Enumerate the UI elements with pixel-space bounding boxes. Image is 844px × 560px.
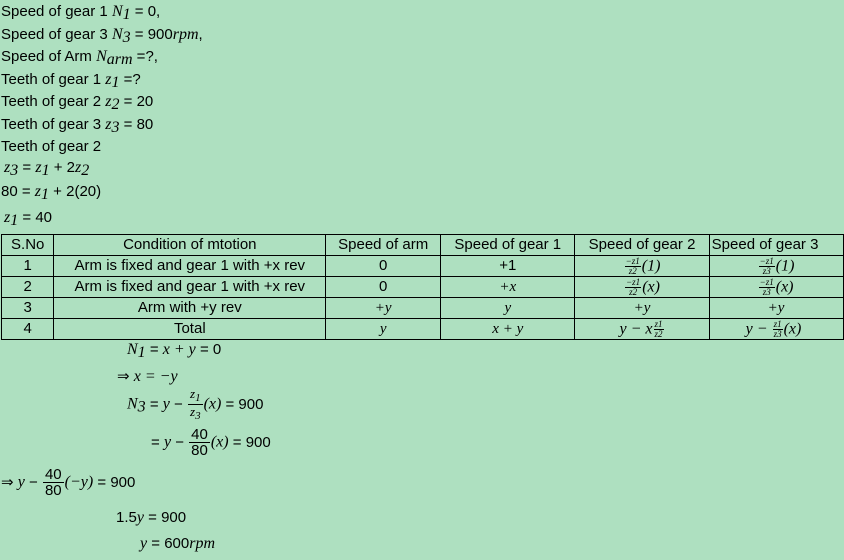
gear2-heading: Teeth of gear 2 bbox=[1, 138, 102, 155]
subscript: 1 bbox=[137, 344, 146, 361]
given-value: = 20 bbox=[119, 93, 154, 110]
symbol: N bbox=[111, 3, 123, 20]
fraction-denominator: z2 bbox=[628, 265, 637, 276]
fraction-numerator: z1 bbox=[773, 318, 782, 329]
lhs: 80 = bbox=[1, 183, 35, 200]
subscript: 3 bbox=[10, 162, 19, 179]
subscript: 2 bbox=[81, 162, 90, 179]
header-condition: Condition of mtotion bbox=[54, 235, 326, 256]
symbol: N bbox=[96, 48, 107, 65]
multiplier: (−y) bbox=[64, 473, 94, 491]
subscript: 1 bbox=[122, 6, 131, 23]
cell-gear3: +y bbox=[709, 298, 843, 319]
given-value: = 900 bbox=[130, 26, 173, 43]
value: = 40 bbox=[18, 209, 53, 226]
symbol: z bbox=[105, 71, 112, 88]
cell-condition: Total bbox=[54, 319, 326, 340]
cell-arm: +y bbox=[326, 298, 441, 319]
table-row bbox=[2, 256, 844, 277]
implies-arrow: ⇒ bbox=[117, 368, 134, 385]
symbol: z bbox=[34, 183, 42, 200]
tabular-method-table bbox=[1, 234, 844, 340]
table-row bbox=[2, 277, 844, 298]
cell-condition: Arm is fixed and gear 1 with +x rev bbox=[54, 277, 326, 298]
given-label: Speed of Arm bbox=[1, 48, 92, 65]
given-label: Teeth of gear 3 bbox=[1, 116, 102, 133]
given-label: Teeth of gear 1 bbox=[1, 71, 102, 88]
symbol: z bbox=[190, 386, 196, 401]
table-header-row bbox=[2, 235, 844, 256]
table-row bbox=[2, 298, 844, 319]
given-n3 bbox=[1, 26, 203, 47]
solution-step-2 bbox=[117, 367, 178, 386]
subscript: arm bbox=[106, 51, 133, 68]
fraction-numerator: 40 bbox=[191, 426, 208, 443]
cell-gear1: +x bbox=[441, 277, 575, 298]
multiplier: (1) bbox=[641, 256, 661, 274]
operator: − bbox=[171, 434, 189, 451]
subscript: 1 bbox=[41, 186, 50, 203]
cell-gear3 bbox=[709, 256, 843, 277]
fraction-denominator bbox=[188, 404, 203, 422]
operator: + 2 bbox=[49, 159, 76, 176]
expression: x = −y bbox=[133, 368, 178, 385]
cell-gear3 bbox=[709, 277, 843, 298]
expression: x + y bbox=[162, 341, 196, 358]
fraction-denominator: 80 bbox=[44, 482, 62, 499]
multiplier: (1) bbox=[775, 256, 795, 274]
header-gear1: Speed of gear 1 bbox=[441, 235, 575, 256]
fraction-denominator: z2 bbox=[654, 328, 663, 339]
given-value: =? bbox=[119, 71, 141, 88]
operator: = bbox=[145, 396, 163, 413]
fraction-denominator: z3 bbox=[773, 328, 782, 339]
header-sno: S.No bbox=[2, 235, 54, 256]
symbol: y bbox=[136, 509, 144, 526]
header-gear2: Speed of gear 2 bbox=[575, 235, 709, 256]
given-value: =?, bbox=[132, 48, 158, 65]
cell-gear3 bbox=[709, 319, 843, 340]
cell-condition: Arm is fixed and gear 1 with +x rev bbox=[54, 256, 326, 277]
operator: − bbox=[169, 396, 187, 413]
symbol: z bbox=[105, 116, 112, 133]
operator: = bbox=[145, 341, 163, 358]
operator: = bbox=[18, 159, 36, 176]
fraction-numerator: −z1 bbox=[759, 276, 774, 287]
cell-gear1: x + y bbox=[441, 319, 575, 340]
subscript: 3 bbox=[122, 29, 131, 46]
given-label: Teeth of gear 2 bbox=[1, 93, 102, 110]
symbol: N bbox=[127, 395, 138, 413]
multiplier: (x) bbox=[642, 277, 660, 295]
relation-line-2 bbox=[1, 183, 101, 204]
value: = 900 bbox=[93, 474, 136, 491]
given-narm bbox=[1, 48, 158, 69]
value: = 0 bbox=[195, 341, 222, 358]
fraction-denominator: 80 bbox=[191, 442, 208, 459]
symbol: y bbox=[163, 433, 172, 451]
expression: y − x bbox=[619, 319, 653, 337]
solution-step-4 bbox=[151, 427, 271, 458]
symbol: y bbox=[162, 395, 170, 413]
relation-line-1 bbox=[4, 159, 89, 180]
operator: − bbox=[24, 474, 42, 491]
solution-step-7 bbox=[140, 535, 215, 553]
implies-arrow: ⇒ bbox=[1, 474, 18, 491]
value: = 900 bbox=[221, 396, 264, 413]
subscript: 3 bbox=[137, 398, 146, 416]
fraction-numerator: −z1 bbox=[759, 255, 774, 266]
cell-sno: 1 bbox=[2, 256, 54, 277]
unit: rpm bbox=[189, 535, 216, 552]
fraction-denominator: z3 bbox=[762, 265, 771, 276]
cell-sno: 2 bbox=[2, 277, 54, 298]
subscript: 1 bbox=[41, 162, 50, 179]
operator: = bbox=[151, 434, 164, 451]
cell-gear2 bbox=[575, 256, 709, 277]
subscript: 3 bbox=[111, 119, 120, 136]
subscript: 2 bbox=[111, 96, 120, 113]
symbol: z bbox=[190, 404, 196, 419]
given-z3 bbox=[1, 116, 153, 137]
header-arm: Speed of arm bbox=[326, 235, 441, 256]
cell-gear2: +y bbox=[575, 298, 709, 319]
cell-gear2 bbox=[575, 277, 709, 298]
fraction-numerator: z1 bbox=[654, 318, 663, 329]
fraction-numerator: 40 bbox=[44, 466, 62, 483]
given-label: Speed of gear 3 bbox=[1, 26, 108, 43]
value: = 900 bbox=[228, 434, 271, 451]
symbol: z bbox=[105, 93, 112, 110]
solution-step-6 bbox=[116, 509, 186, 527]
value: = 600 bbox=[147, 535, 190, 552]
solution-step-5 bbox=[1, 467, 135, 498]
given-label: Speed of gear 1 bbox=[1, 3, 108, 20]
multiplier: (x) bbox=[203, 395, 222, 413]
symbol: y bbox=[140, 535, 148, 552]
symbol: z bbox=[35, 159, 42, 176]
subscript: 1 bbox=[10, 212, 19, 229]
cell-gear1: +1 bbox=[441, 256, 575, 277]
symbol: z bbox=[4, 159, 11, 176]
cell-gear1: y bbox=[441, 298, 575, 319]
given-z2 bbox=[1, 93, 153, 114]
multiplier: (x) bbox=[210, 433, 229, 451]
symbol: N bbox=[127, 341, 138, 358]
subscript: 3 bbox=[195, 410, 201, 422]
cell-condition: Arm with +y rev bbox=[54, 298, 326, 319]
fraction-denominator: z2 bbox=[629, 286, 638, 297]
cell-arm: 0 bbox=[326, 277, 441, 298]
given-value: = 0, bbox=[130, 3, 161, 20]
fraction-numerator: −z1 bbox=[626, 276, 641, 287]
subscript: 1 bbox=[195, 392, 201, 404]
cell-arm: y bbox=[326, 319, 441, 340]
given-z1 bbox=[1, 71, 141, 92]
symbol: z bbox=[4, 209, 11, 226]
given-n1 bbox=[1, 3, 160, 24]
symbol: z bbox=[75, 159, 82, 176]
expression: y − bbox=[745, 319, 772, 337]
multiplier: (x) bbox=[783, 319, 802, 337]
cell-arm: 0 bbox=[326, 256, 441, 277]
solution-step-1 bbox=[127, 341, 221, 362]
header-gear3: Speed of gear 3 bbox=[709, 235, 843, 256]
relation-line-3 bbox=[4, 209, 52, 230]
fraction-numerator: −z1 bbox=[625, 255, 640, 266]
cell-gear2 bbox=[575, 319, 709, 340]
table-row bbox=[2, 319, 844, 340]
value: = 900 bbox=[143, 509, 187, 526]
punct: , bbox=[198, 26, 203, 43]
multiplier: (x) bbox=[775, 277, 794, 295]
rhs: + 2(20) bbox=[49, 183, 102, 200]
solution-step-3 bbox=[127, 387, 263, 422]
fraction-numerator bbox=[188, 387, 203, 404]
unit: rpm bbox=[172, 26, 199, 43]
cell-sno: 4 bbox=[2, 319, 54, 340]
cell-sno: 3 bbox=[2, 298, 54, 319]
subscript: 1 bbox=[111, 74, 120, 91]
symbol: y bbox=[17, 473, 25, 491]
coefficient: 1.5 bbox=[116, 509, 137, 526]
given-value: = 80 bbox=[119, 116, 154, 133]
fraction-denominator: z3 bbox=[762, 286, 771, 297]
symbol: N bbox=[111, 26, 123, 43]
